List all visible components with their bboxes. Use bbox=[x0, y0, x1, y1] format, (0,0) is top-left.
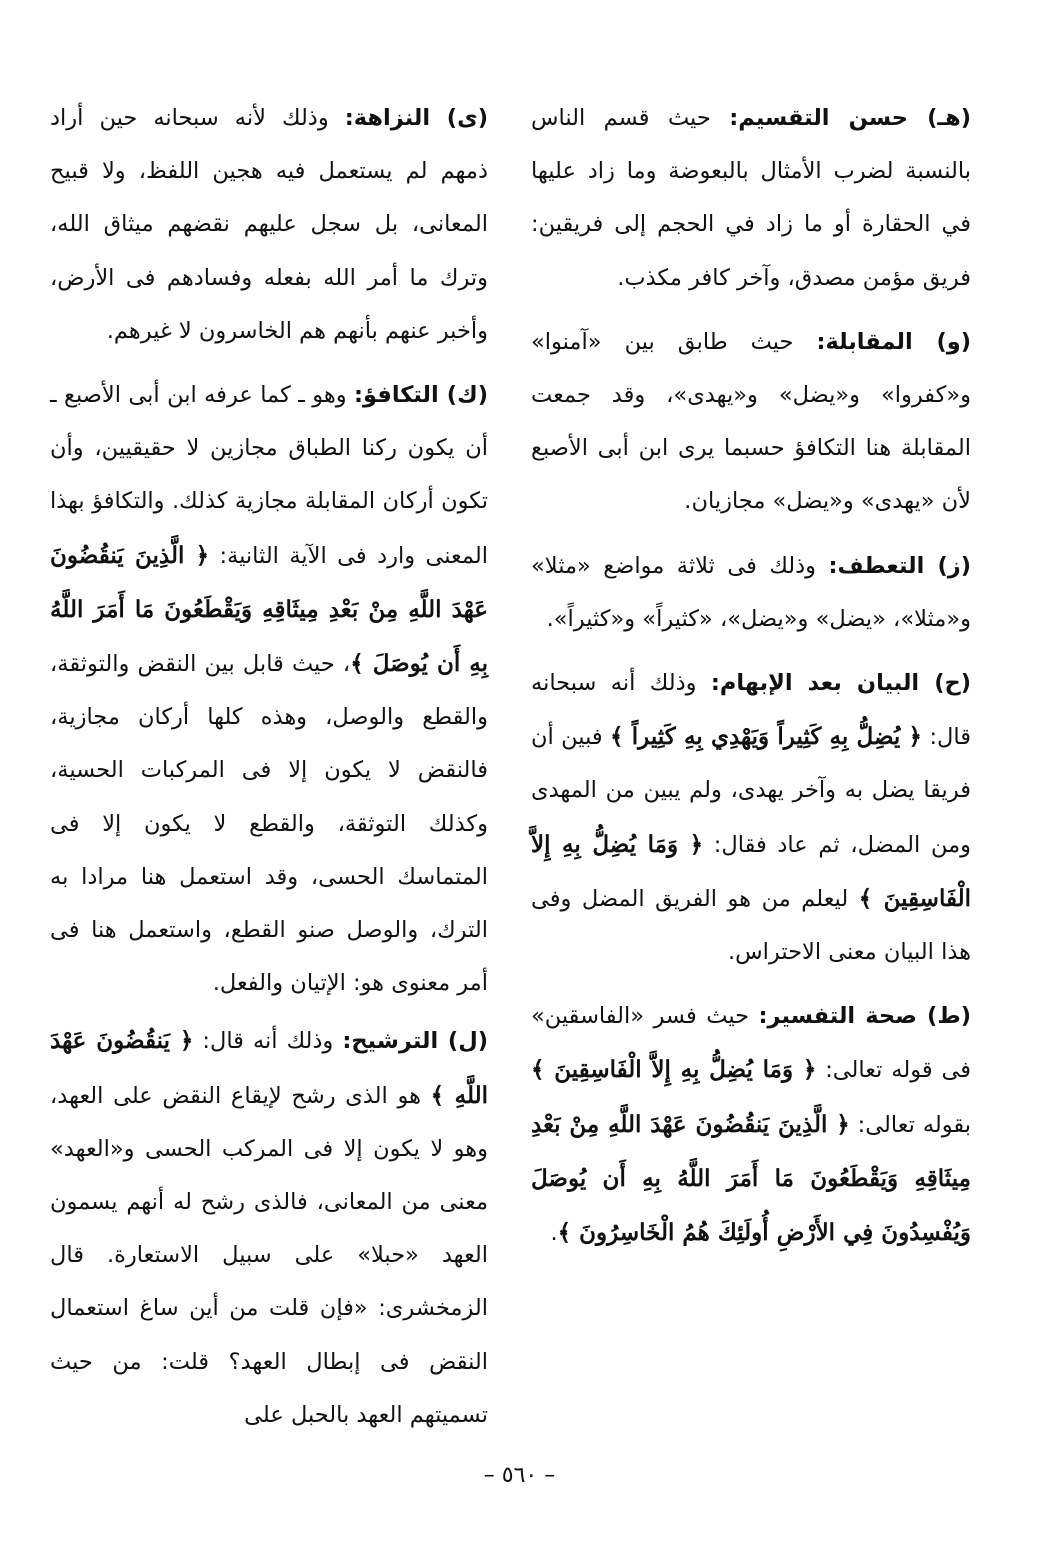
paragraph-text: هو الذى رشح لإيقاع النقض على العهد، وهو لا يكون إلا فى المركب الحسى و«العهد» معنى من المعانى، فالذى رشح له أنهم يسمون العهد «حبلا» على سبيل الاستعارة. قال الزمخشرى: «فإن قلت من أين ساغ استعمال النقض فى إبطال العهد؟ قلت: من حيث تسميتهم العهد بالحبل على bbox=[50, 1082, 488, 1428]
paragraph-text: حيث قسم الناس بالنسبة لضرب الأمثال بالبعوضة وما زاد عليها في الحقارة أو ما زاد في الحجم إلى فريقين: فريق مؤمن مصدق، وآخر كافر مكذب. bbox=[531, 105, 971, 291]
quran-quote: ﴿ وَمَا يُضِلُّ بِهِ إِلاَّ الْفَاسِقِينَ ﴾ bbox=[531, 1056, 817, 1084]
paragraph-almuqabala bbox=[531, 316, 971, 529]
section-heading: (ح) البيان بعد الإبهام: bbox=[710, 670, 971, 697]
quran-quote: ﴿ وَمَا يُضِلُّ بِهِ إِلاَّ الْفَاسِقِينَ ﴾ bbox=[531, 830, 971, 912]
section-heading: (هـ) حسن التقسيم: bbox=[729, 105, 971, 131]
section-heading: (ك) التكافؤ: bbox=[353, 382, 488, 409]
page-number: – ٥٦٠ – bbox=[483, 1463, 556, 1488]
paragraph-husn-altaqsim bbox=[531, 92, 971, 305]
paragraph-text: ليعلم من هو الفريق المضل وفى هذا البيان معنى الاحتراس. bbox=[531, 885, 971, 966]
paragraph-text: . bbox=[550, 1220, 558, 1247]
section-heading: (و) المقابلة: bbox=[816, 328, 971, 355]
quran-quote: ﴿ الَّذِينَ يَنقُضُونَ عَهْدَ اللَّهِ مِنْ بَعْدِ مِيثَاقِهِ وَيَقْطَعُونَ مَا أَمَرَ اللَّهُ بِهِ أَن يُوصَلَ ﴾ bbox=[50, 541, 488, 678]
paragraph-text: وهو ـ كما عرفه ابن أبى الأصبع ـ أن يكون ركنا الطباق مجازين لا حقيقيين، وأن تكون أركان المقابلة مجازية كذلك. والتكافؤ بهذا المعنى وارد فى الآية الثانية: bbox=[50, 382, 488, 569]
quran-quote: ﴿ الَّذِينَ يَنقُضُونَ عَهْدَ اللَّهِ مِنْ بَعْدِ مِيثَاقِهِ وَيَقْطَعُونَ مَا أَمَرَ اللَّهُ بِهِ أَن يُوصَلَ وَيُفْسِدُونَ فِي الأَرْضِ أُولَئِكَ هُمُ الْخَاسِرُونَ ﴾ bbox=[531, 1110, 971, 1247]
left-column bbox=[50, 92, 488, 1442]
paragraph-text: ، حيث قابل بين النقض والتوثقة، والقطع والوصل، وهذه كلها أركان مجازية، فالنقض لا يكون إلا فى المركبات الحسية، وكذلك التوثقة، والقطع لا يكون إلا فى المتماسك الحسى، وقد استعمل هنا مرادا به الترك، والوصل صنو القطع، واستعمل هنا فى أمر معنوى هو: الإتيان والفعل. bbox=[50, 651, 488, 997]
paragraph-text: وذلك فى ثلاثة مواضع «مثلا» و«مثلا»، «يضل» و«يضل»، «كثيراً» و«كثيراً». bbox=[531, 552, 971, 632]
section-heading: (ى) النزاهة: bbox=[344, 105, 488, 131]
section-heading: (ز) التعطف: bbox=[828, 552, 972, 579]
paragraph-albayan bbox=[531, 657, 971, 979]
paragraph-text: وذلك لأنه سبحانه حين أراد ذمهم لم يستعمل فيه هجين اللفظ، ولا قبيح المعانى، بل سجل عليهم نقضهم ميثاق الله، وترك ما أمر الله بفعله وفسادهم فى الأرض، وأخبر عنهم بأنهم هم الخاسرون لا غيرهم. bbox=[50, 105, 488, 344]
right-column bbox=[531, 92, 971, 1260]
paragraph-alnazaha bbox=[50, 92, 488, 358]
quran-quote: ﴿ يَنقُضُونَ عَهْدَ اللَّهِ ﴾ bbox=[50, 1027, 488, 1109]
section-heading: (ل) الترشيح: bbox=[342, 1028, 488, 1055]
paragraph-text: فبين أن فريقا يضل به وآخر يهدى، ولم يبين من المهدى ومن المضل، ثم عاد فقال: bbox=[531, 724, 971, 858]
section-heading: (ط) صحة التفسير: bbox=[758, 1003, 971, 1030]
paragraph-text: حيث طابق بين «آمنوا» و«كفروا» و«يضل» و«يهدى»، وقد جمعت المقابلة هنا التكافؤ حسبما يرى ابن أبى الأصبع لأن «يهدى» و«يضل» مجازيان. bbox=[531, 328, 971, 515]
paragraph-text: حيث فسر «الفاسقين» فى قوله تعالى: bbox=[531, 1003, 971, 1084]
paragraph-sihhat-altafsir bbox=[531, 990, 971, 1260]
quran-quote: ﴿ يُضِلُّ بِهِ كَثِيراً وَيَهْدِي بِهِ كَثِيراً ﴾ bbox=[610, 723, 923, 751]
paragraph-altakafu bbox=[50, 369, 488, 1010]
paragraph-text: وذلك أنه قال: bbox=[193, 1028, 343, 1055]
paragraph-text: بقوله تعالى: bbox=[849, 1111, 972, 1138]
paragraph-altarshih bbox=[50, 1014, 488, 1442]
paragraph-altaattuf bbox=[531, 540, 971, 646]
paragraph-text: وذلك أنه سبحانه قال: bbox=[531, 670, 971, 751]
